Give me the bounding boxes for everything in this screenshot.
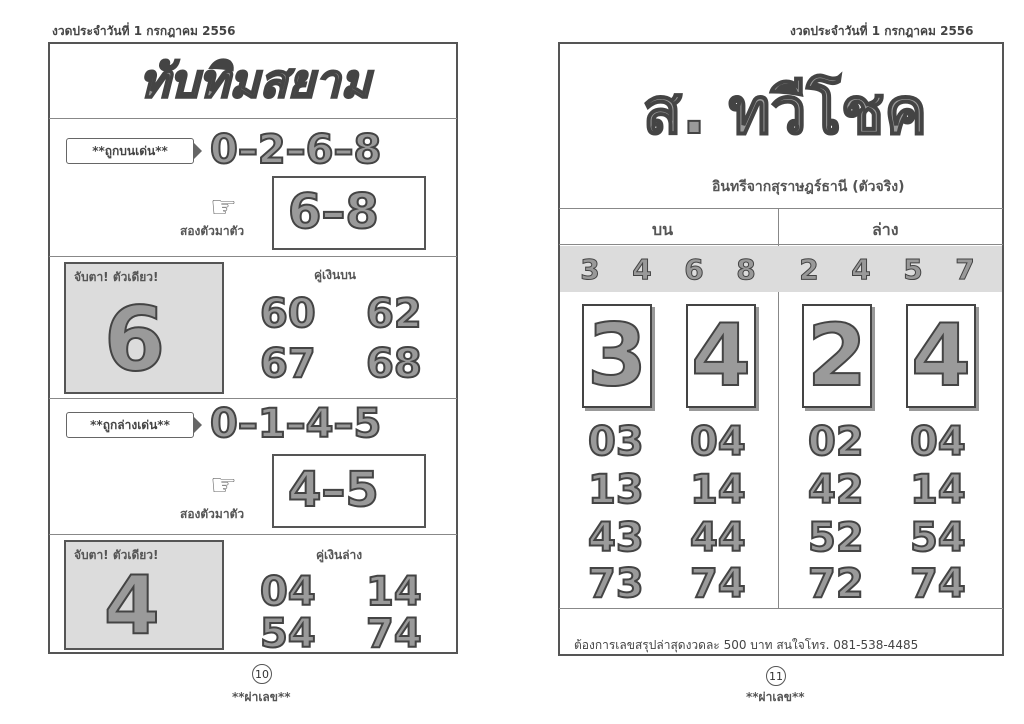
- divider: [559, 608, 1003, 609]
- upper-digit: 6: [684, 252, 704, 286]
- big-digit: 2: [807, 306, 867, 406]
- bottom-sequence: 0–1–4–5: [210, 401, 382, 447]
- left-page-number: 10: [252, 664, 272, 684]
- upper-pair: 04: [690, 419, 746, 465]
- top-highlight-label: **ถูกบนเด่น**: [66, 138, 194, 164]
- pointing-hand-icon: ☞: [210, 468, 237, 503]
- upper-pair: 14: [690, 467, 746, 513]
- left-title: ทับทิมสยาม: [139, 54, 371, 108]
- big-digit-box: [802, 304, 872, 408]
- top-pair: 6–8: [288, 184, 379, 240]
- lower-column-label: ล่าง: [872, 220, 899, 239]
- upper-pair: 74: [690, 561, 746, 607]
- lower-digit: 5: [903, 252, 923, 286]
- bottom-pair-value: 14: [366, 569, 422, 615]
- lower-pair: 04: [910, 419, 966, 465]
- top-pairs-label: คู่เงินบน: [314, 268, 357, 282]
- bottom-single-digit: 4: [104, 559, 160, 652]
- lower-digit: 2: [799, 252, 819, 286]
- upper-column-label: บน: [652, 220, 674, 239]
- upper-digit: 8: [736, 252, 756, 286]
- right-footer: **ผ่าเลข**: [746, 690, 805, 704]
- top-single-label: จับตา! ตัวเดียว!: [74, 270, 159, 284]
- divider: [49, 398, 457, 399]
- top-sequence: 0–2–6–8: [210, 127, 382, 173]
- top-single-digit: 6: [104, 288, 166, 391]
- right-header-date: งวดประจำวันที่ 1 กรกฎาคม 2556: [790, 24, 974, 38]
- lower-pair: 54: [910, 515, 966, 561]
- upper-pair: 03: [588, 419, 644, 465]
- divider: [49, 118, 457, 119]
- left-header-date: งวดประจำวันที่ 1 กรกฎาคม 2556: [52, 24, 236, 38]
- big-digit: 3: [587, 306, 647, 406]
- divider: [559, 208, 1003, 209]
- lower-pair: 42: [808, 467, 864, 513]
- upper-digit: 4: [632, 252, 652, 286]
- lower-digit: 4: [851, 252, 871, 286]
- top-pair-value: 62: [366, 291, 422, 337]
- upper-digit: 3: [580, 252, 600, 286]
- upper-pair: 13: [588, 467, 644, 513]
- lower-pair: 52: [808, 515, 864, 561]
- big-digit-box: [582, 304, 652, 408]
- big-digit: 4: [691, 306, 751, 406]
- upper-pair: 44: [690, 515, 746, 561]
- bottom-pairs-label: คู่เงินล่าง: [316, 548, 363, 562]
- contact-line: ต้องการเลขสรุปล่าสุดงวดละ 500 บาท สนใจโทร. 081-538-4485: [574, 638, 919, 652]
- big-digit-box: [906, 304, 976, 408]
- bottom-highlight-label: **ถูกล่างเด่น**: [66, 412, 194, 438]
- upper-pair: 43: [588, 515, 644, 561]
- right-subtitle: อินทรีจากสุราษฎร์ธานี (ตัวจริง): [712, 179, 905, 195]
- lower-pair: 74: [910, 561, 966, 607]
- lower-pair: 14: [910, 467, 966, 513]
- top-pair-value: 67: [260, 341, 316, 387]
- upper-pair: 73: [588, 561, 644, 607]
- top-pair-value: 60: [260, 291, 316, 337]
- big-digit: 4: [911, 306, 971, 406]
- divider: [559, 244, 1003, 245]
- bottom-pair: 4–5: [288, 462, 379, 518]
- lower-digit: 7: [955, 252, 975, 286]
- divider: [49, 534, 457, 535]
- big-digit-box: [686, 304, 756, 408]
- right-page-number: 11: [766, 666, 786, 686]
- bottom-two-digit-label: สองตัวมาตัว: [180, 507, 245, 521]
- left-footer: **ผ่าเลข**: [232, 690, 291, 704]
- divider: [49, 256, 457, 257]
- bottom-pair-value: 74: [366, 611, 422, 657]
- top-pair-value: 68: [366, 341, 422, 387]
- bottom-pair-value: 04: [260, 569, 316, 615]
- lower-pair: 02: [808, 419, 864, 465]
- pointing-hand-icon: ☞: [210, 190, 237, 225]
- bottom-pair-value: 54: [260, 611, 316, 657]
- lower-pair: 72: [808, 561, 864, 607]
- top-two-digit-label: สองตัวมาตัว: [180, 224, 245, 238]
- bottom-single-label: จับตา! ตัวเดียว!: [74, 548, 159, 562]
- right-title: ส. ทวีโชค: [642, 75, 928, 149]
